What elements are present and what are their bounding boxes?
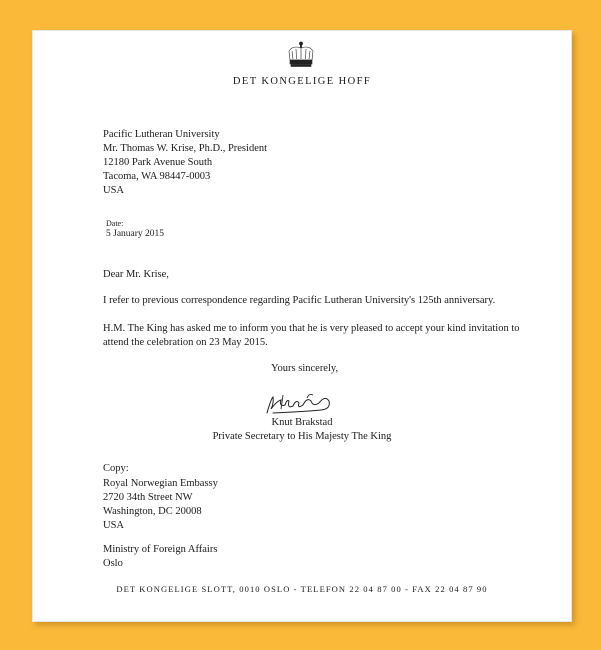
copy-line: USA xyxy=(103,520,125,531)
letter-page xyxy=(32,30,572,622)
date-value: 5 January 2015 xyxy=(106,229,165,239)
handwritten-signature xyxy=(263,389,343,417)
paragraph-line: attend the celebration on 23 May 2015. xyxy=(103,337,268,348)
copy-address xyxy=(103,477,218,533)
copy-ministry xyxy=(103,543,217,571)
address-line: Mr. Thomas W. Krise, Ph.D., President xyxy=(103,143,268,154)
body-paragraph-1: I refer to previous correspondence regarding Pacific Lutheran University's 125th anniversary. xyxy=(103,295,496,306)
copy-label: Copy: xyxy=(103,463,129,474)
copy-line: 2720 34th Street NW xyxy=(103,492,193,503)
address-line: USA xyxy=(103,185,125,196)
signer-name: Knut Brakstad xyxy=(271,417,333,428)
signer-block xyxy=(33,416,571,444)
copy-line: Oslo xyxy=(103,558,123,569)
paragraph-line: H.M. The King has asked me to inform you that he is very pleased to accept your kind invitation to xyxy=(103,323,520,334)
date-label: Date: xyxy=(106,219,124,228)
crown-icon xyxy=(283,41,319,71)
copy-line: Ministry of Foreign Affairs xyxy=(103,544,218,555)
copy-line: Washington, DC 20008 xyxy=(103,506,202,517)
address-line: 12180 Park Avenue South xyxy=(103,157,213,168)
closing: Yours sincerely, xyxy=(271,363,339,374)
address-line: Pacific Lutheran University xyxy=(103,129,220,140)
salutation: Dear Mr. Krise, xyxy=(103,269,169,280)
recipient-address xyxy=(103,128,267,198)
letterhead-title: DET KONGELIGE HOFF xyxy=(232,76,372,87)
signer-title: Private Secretary to His Majesty The King xyxy=(212,431,392,442)
body-paragraph-2 xyxy=(103,322,520,350)
letterhead-footer: DET KONGELIGE SLOTT, 0010 OSLO - TELEFON 22 04 87 00 - FAX 22 04 87 90 xyxy=(116,584,488,594)
copy-line: Royal Norwegian Embassy xyxy=(103,478,218,489)
address-line: Tacoma, WA 98447-0003 xyxy=(103,171,211,182)
